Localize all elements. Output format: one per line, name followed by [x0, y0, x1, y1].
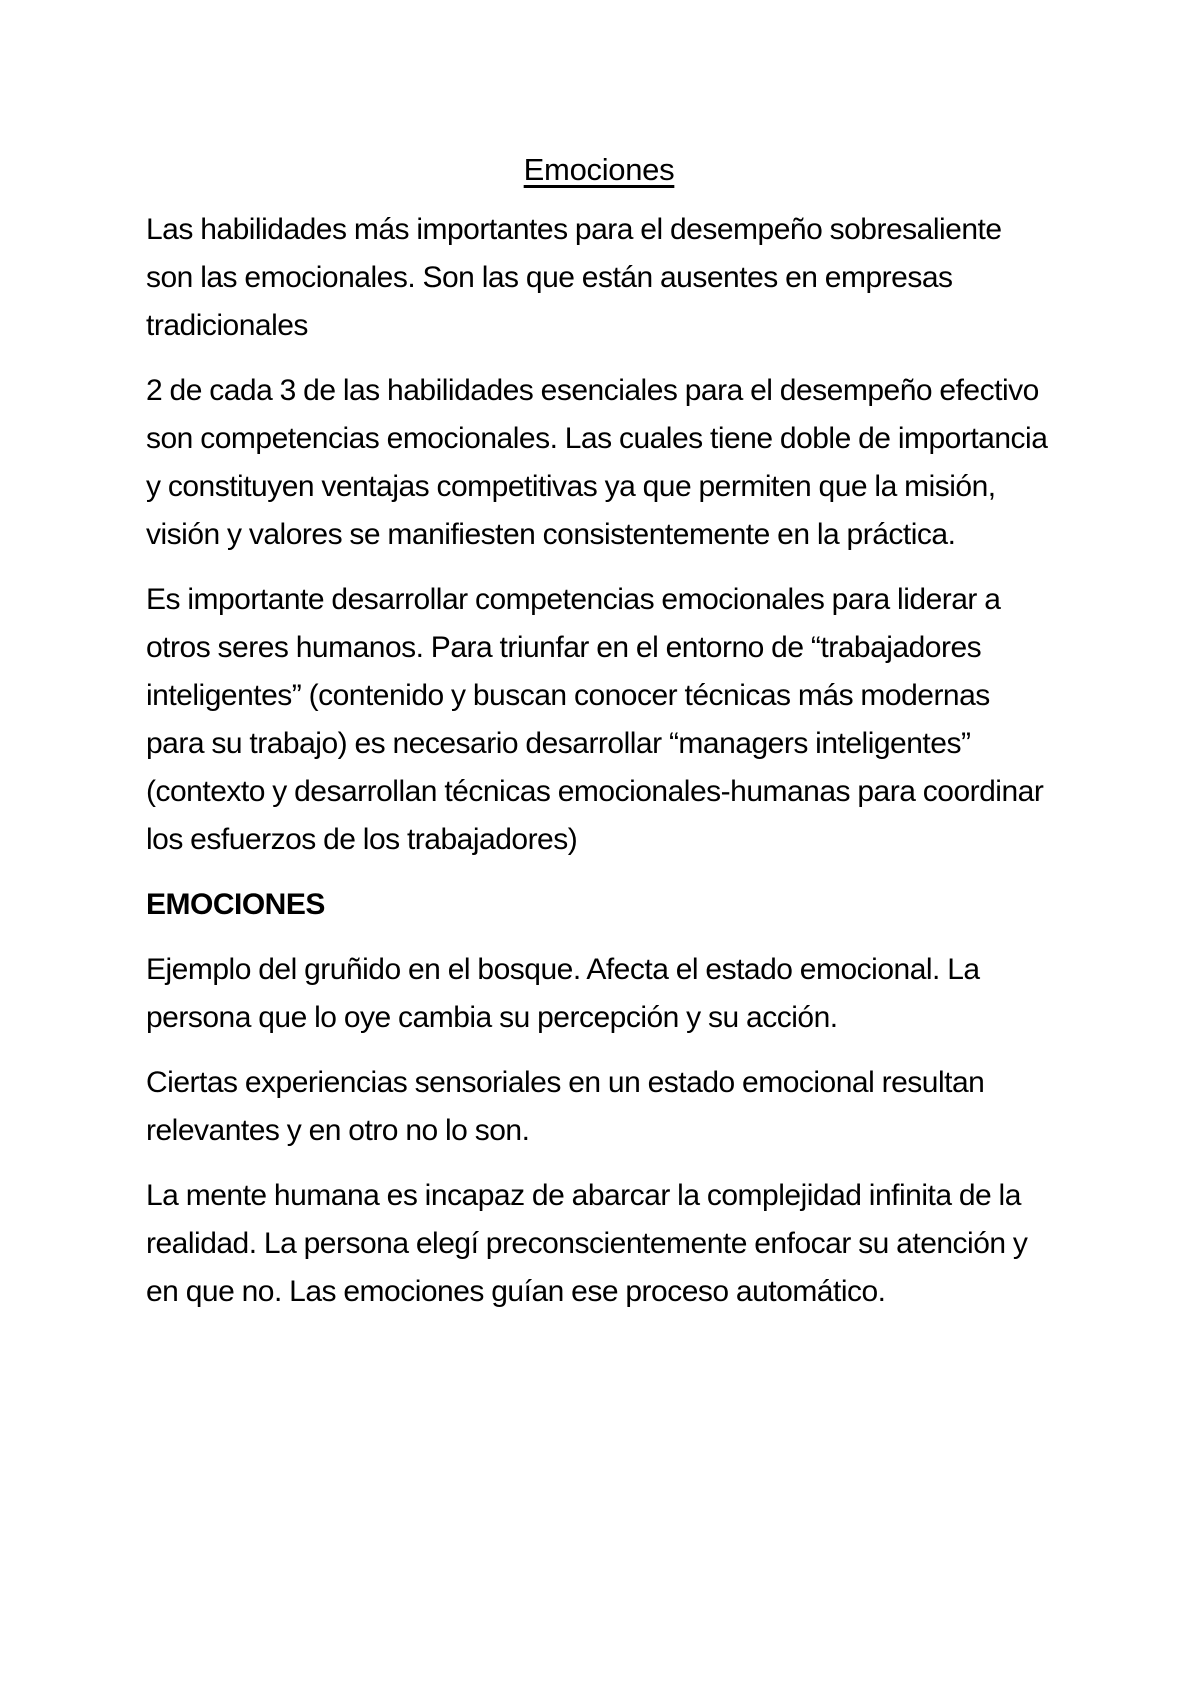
- paragraph-habilidades: Las habilidades más importantes para el desempeño sobresaliente son las emocionales. Son las que están ausentes en empresas tradicionales: [146, 213, 1002, 342]
- paragraph-competencias: 2 de cada 3 de las habilidades esenciales para el desempeño efectivo son competencias emocionales. Las cuales tiene doble de importancia y constituyen ventajas competitivas ya que permiten que la misión, visión y valores se manifiesten consistentemente en la práctica.: [146, 374, 1048, 551]
- paragraph-liderar: Es importante desarrollar competencias emocionales para liderar a otros seres humanos. Para triunfar en el entorno de “trabajadores inteligentes” (contenido y buscan conocer técnicas más modernas para su trabajo) es necesario desarrollar “managers inteligentes” (contexto y desarrollan técnicas emocionales-humanas para coordinar los esfuerzos de los trabajadores): [146, 583, 1044, 856]
- section-heading-emociones: EMOCIONES: [146, 888, 325, 921]
- paragraph-grunido: Ejemplo del gruñido en el bosque. Afecta el estado emocional. La persona que lo oye cambia su percepción y su acción.: [146, 953, 980, 1034]
- document-title: Emociones: [523, 152, 675, 187]
- paragraph-mente-humana: La mente humana es incapaz de abarcar la complejidad infinita de la realidad. La persona elegí preconscientemente enfocar su atención y en que no. Las emociones guían ese proceso automático.: [146, 1179, 1028, 1308]
- paragraph-experiencias: Ciertas experiencias sensoriales en un estado emocional resultan relevantes y en otro no lo son.: [146, 1066, 985, 1147]
